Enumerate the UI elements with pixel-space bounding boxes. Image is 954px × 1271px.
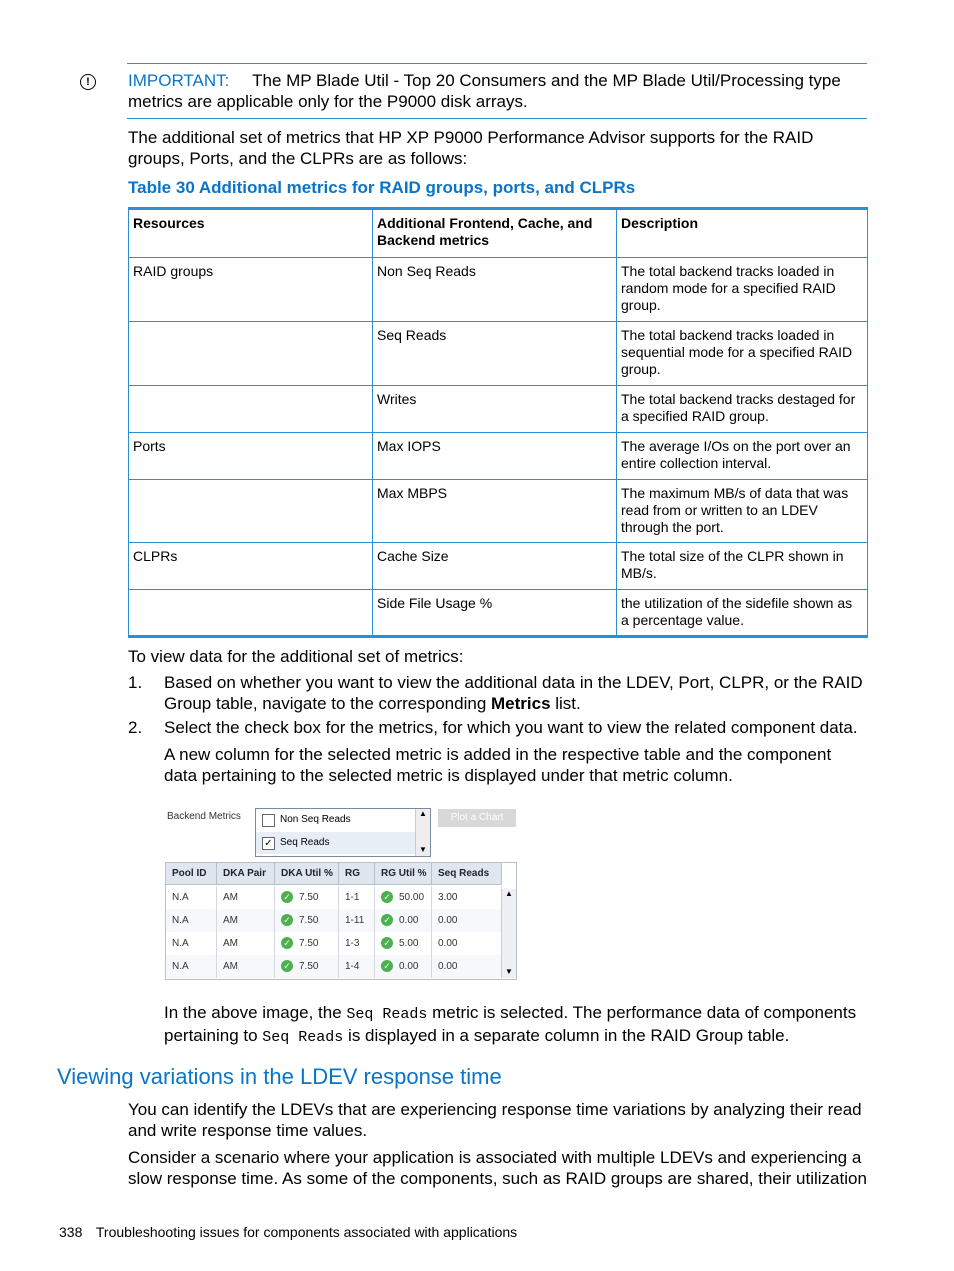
important-icon: ! — [80, 74, 96, 90]
grid-cell-value: 7.50 — [299, 915, 319, 926]
text-part: In the above image, the — [164, 1003, 347, 1022]
step-text — [164, 672, 868, 714]
grid-cell — [166, 932, 217, 955]
table-cell — [129, 322, 373, 386]
grid-cell — [166, 909, 217, 932]
table-cell: The total backend tracks destaged for a specified RAID group. — [617, 386, 868, 433]
grid-cell — [217, 909, 275, 932]
table-cell: Writes — [373, 386, 617, 433]
grid-cell-value: 0.00 — [438, 938, 458, 949]
grid-cell — [275, 886, 339, 909]
step-number: 2. — [128, 718, 143, 737]
grid-cell-value: 7.50 — [299, 961, 319, 972]
grid-cell-value: 50.00 — [399, 892, 425, 903]
section-paragraph: Consider a scenario where your application is associated with multiple LDEVs and experiencing a slow response time. As some of the components, such as RAID groups are shared, their utilization — [128, 1148, 867, 1188]
table-cell: The total backend tracks loaded in random mode for a specified RAID group. — [617, 258, 868, 322]
table-row — [129, 590, 868, 637]
page-footer — [59, 1223, 517, 1241]
grid-cell-value: 0.00 — [438, 961, 458, 972]
important-top-rule — [127, 63, 867, 64]
table-cell — [129, 386, 373, 433]
page-number: 338 — [59, 1224, 83, 1240]
section-paragraph: You can identify the LDEVs that are experiencing response time variations by analyzing their read and write response time values. — [128, 1100, 862, 1140]
grid-cell — [339, 909, 375, 932]
status-ok-icon: ✓ — [281, 891, 293, 903]
table-row — [129, 543, 868, 590]
scroll-down-icon[interactable]: ▼ — [419, 845, 427, 854]
scroll-down-icon[interactable]: ▼ — [505, 967, 513, 976]
important-note — [128, 70, 868, 112]
raid-group-grid — [165, 862, 517, 980]
grid-cell — [432, 955, 502, 978]
grid-cell-value: 7.50 — [299, 938, 319, 949]
grid-cell — [217, 886, 275, 909]
text-part: is displayed in a separate column in the RAID Group table. — [343, 1026, 790, 1045]
table-cell: RAID groups — [129, 258, 373, 322]
grid-cell-value: 1-4 — [345, 961, 360, 972]
grid-cell-value: 1-3 — [345, 938, 360, 949]
status-ok-icon: ✓ — [281, 937, 293, 949]
grid-cell-value: AM — [223, 892, 238, 903]
table-header-row — [129, 209, 868, 258]
table-cell: Max IOPS — [373, 433, 617, 480]
table-cell: Cache Size — [373, 543, 617, 590]
option-label: Non Seq Reads — [280, 814, 351, 825]
step-text: Select the check box for the metrics, for which you want to view the related component data. — [164, 718, 858, 737]
grid-cell — [432, 909, 502, 932]
table-cell: the utilization of the sidefile shown as a percentage value. — [617, 590, 868, 637]
table-cell: CLPRs — [129, 543, 373, 590]
status-ok-icon: ✓ — [281, 960, 293, 972]
checkbox-checked-icon[interactable]: ✓ — [262, 837, 275, 850]
status-ok-icon: ✓ — [381, 960, 393, 972]
status-ok-icon: ✓ — [381, 914, 393, 926]
grid-cell — [339, 955, 375, 978]
image-explanation — [164, 1002, 868, 1048]
grid-header[interactable]: Pool ID — [166, 863, 217, 885]
text-part: metric is selected. The performance data of components pertaining to — [164, 1003, 857, 1045]
grid-cell — [275, 932, 339, 955]
grid-cell-value: 0.00 — [399, 961, 419, 972]
step-text-part: Based on whether you want to view the additional data in the LDEV, Port, CLPR, or the RAID Group table, navigate to the corresponding — [164, 673, 863, 713]
metric-option-non-seq-reads[interactable] — [256, 809, 416, 831]
grid-header[interactable]: Seq Reads — [432, 863, 502, 885]
grid-cell-value: 1-11 — [345, 915, 365, 926]
table-row — [129, 480, 868, 543]
grid-header[interactable]: DKA Util % — [275, 863, 339, 885]
status-ok-icon: ✓ — [381, 937, 393, 949]
table-cell: Max MBPS — [373, 480, 617, 543]
table-header: Description — [617, 209, 868, 258]
grid-cell — [375, 909, 432, 932]
metrics-term: Metrics — [491, 694, 551, 713]
grid-cell — [166, 886, 217, 909]
grid-cell — [375, 886, 432, 909]
grid-cell — [217, 932, 275, 955]
grid-cell-value: 5.00 — [399, 938, 419, 949]
intro-paragraph: The additional set of metrics that HP XP P9000 Performance Advisor supports for the RAID groups, Ports, and the CLPRs are as follows: — [128, 128, 814, 168]
table-row — [129, 433, 868, 480]
table-cell: Seq Reads — [373, 322, 617, 386]
grid-cell-value: 3.00 — [438, 892, 458, 903]
metrics-table — [128, 207, 868, 638]
grid-cell — [275, 909, 339, 932]
grid-cell-value: AM — [223, 961, 238, 972]
table-cell: The maximum MB/s of data that was read from or written to an LDEV through the port. — [617, 480, 868, 543]
grid-cell-value: AM — [223, 915, 238, 926]
code-term: Seq Reads — [346, 1006, 428, 1023]
table-cell: Side File Usage % — [373, 590, 617, 637]
table-caption: Table 30 Additional metrics for RAID groups, ports, and CLPRs — [128, 178, 636, 197]
table-row — [129, 386, 868, 433]
checkbox-unchecked[interactable] — [262, 814, 275, 827]
important-label: IMPORTANT: — [128, 71, 230, 90]
step-text-part: list. — [550, 694, 581, 713]
table-row — [129, 258, 868, 322]
important-text: The MP Blade Util - Top 20 Consumers and the MP Blade Util/Processing type metrics are applicable only for the P9000 disk arrays. — [128, 71, 841, 111]
status-ok-icon: ✓ — [281, 914, 293, 926]
grid-header[interactable]: DKA Pair — [217, 863, 275, 885]
grid-cell-value: N.A — [172, 892, 189, 903]
table-header: Resources — [129, 209, 373, 258]
grid-cell-value: 7.50 — [299, 892, 319, 903]
scroll-up-icon[interactable]: ▲ — [505, 889, 513, 898]
grid-cell — [275, 955, 339, 978]
table-cell — [129, 480, 373, 543]
grid-cell — [432, 886, 502, 909]
table-cell — [129, 590, 373, 637]
plot-chart-button[interactable]: Plot a Chart — [438, 809, 516, 827]
important-bottom-rule — [127, 118, 867, 119]
step-note: A new column for the selected metric is added in the respective table and the component data pertaining to the selected metric is displayed under that metric column. — [164, 745, 832, 785]
table-cell: Ports — [129, 433, 373, 480]
grid-cell-value: AM — [223, 938, 238, 949]
grid-cell-value: N.A — [172, 938, 189, 949]
footer-text: Troubleshooting issues for components associated with applications — [95, 1224, 518, 1240]
listbox-scrollbar[interactable] — [415, 809, 430, 856]
metrics-listbox[interactable] — [255, 808, 431, 857]
status-ok-icon: ✓ — [381, 891, 393, 903]
table-header: Additional Frontend, Cache, and Backend metrics — [373, 209, 617, 258]
table-cell: Non Seq Reads — [373, 258, 617, 322]
table-row — [129, 322, 868, 386]
step-number: 1. — [128, 673, 143, 692]
grid-cell — [375, 955, 432, 978]
grid-cell — [217, 955, 275, 978]
grid-cell — [375, 932, 432, 955]
grid-cell-value: 0.00 — [399, 915, 419, 926]
backend-metrics-label: Backend Metrics — [167, 811, 241, 822]
grid-cell-value: N.A — [172, 915, 189, 926]
table-cell: The total size of the CLPR shown in MB/s. — [617, 543, 868, 590]
grid-cell-value: N.A — [172, 961, 189, 972]
grid-cell-value: 0.00 — [438, 915, 458, 926]
grid-cell — [166, 955, 217, 978]
grid-cell — [339, 932, 375, 955]
grid-cell-value: 1-1 — [345, 892, 360, 903]
scroll-up-icon[interactable]: ▲ — [419, 809, 427, 818]
grid-scrollbar[interactable] — [501, 889, 516, 978]
section-heading: Viewing variations in the LDEV response time — [57, 1064, 502, 1089]
table-cell: The average I/Os on the port over an entire collection interval. — [617, 433, 868, 480]
table-cell: The total backend tracks loaded in sequential mode for a specified RAID group. — [617, 322, 868, 386]
code-term: Seq Reads — [262, 1029, 344, 1046]
grid-header[interactable]: RG — [339, 863, 375, 885]
grid-header[interactable]: RG Util % — [375, 863, 432, 885]
metric-option-seq-reads[interactable] — [256, 832, 416, 854]
grid-cell — [339, 886, 375, 909]
steps-intro: To view data for the additional set of metrics: — [128, 647, 464, 666]
option-label: Seq Reads — [280, 837, 330, 848]
grid-cell — [432, 932, 502, 955]
